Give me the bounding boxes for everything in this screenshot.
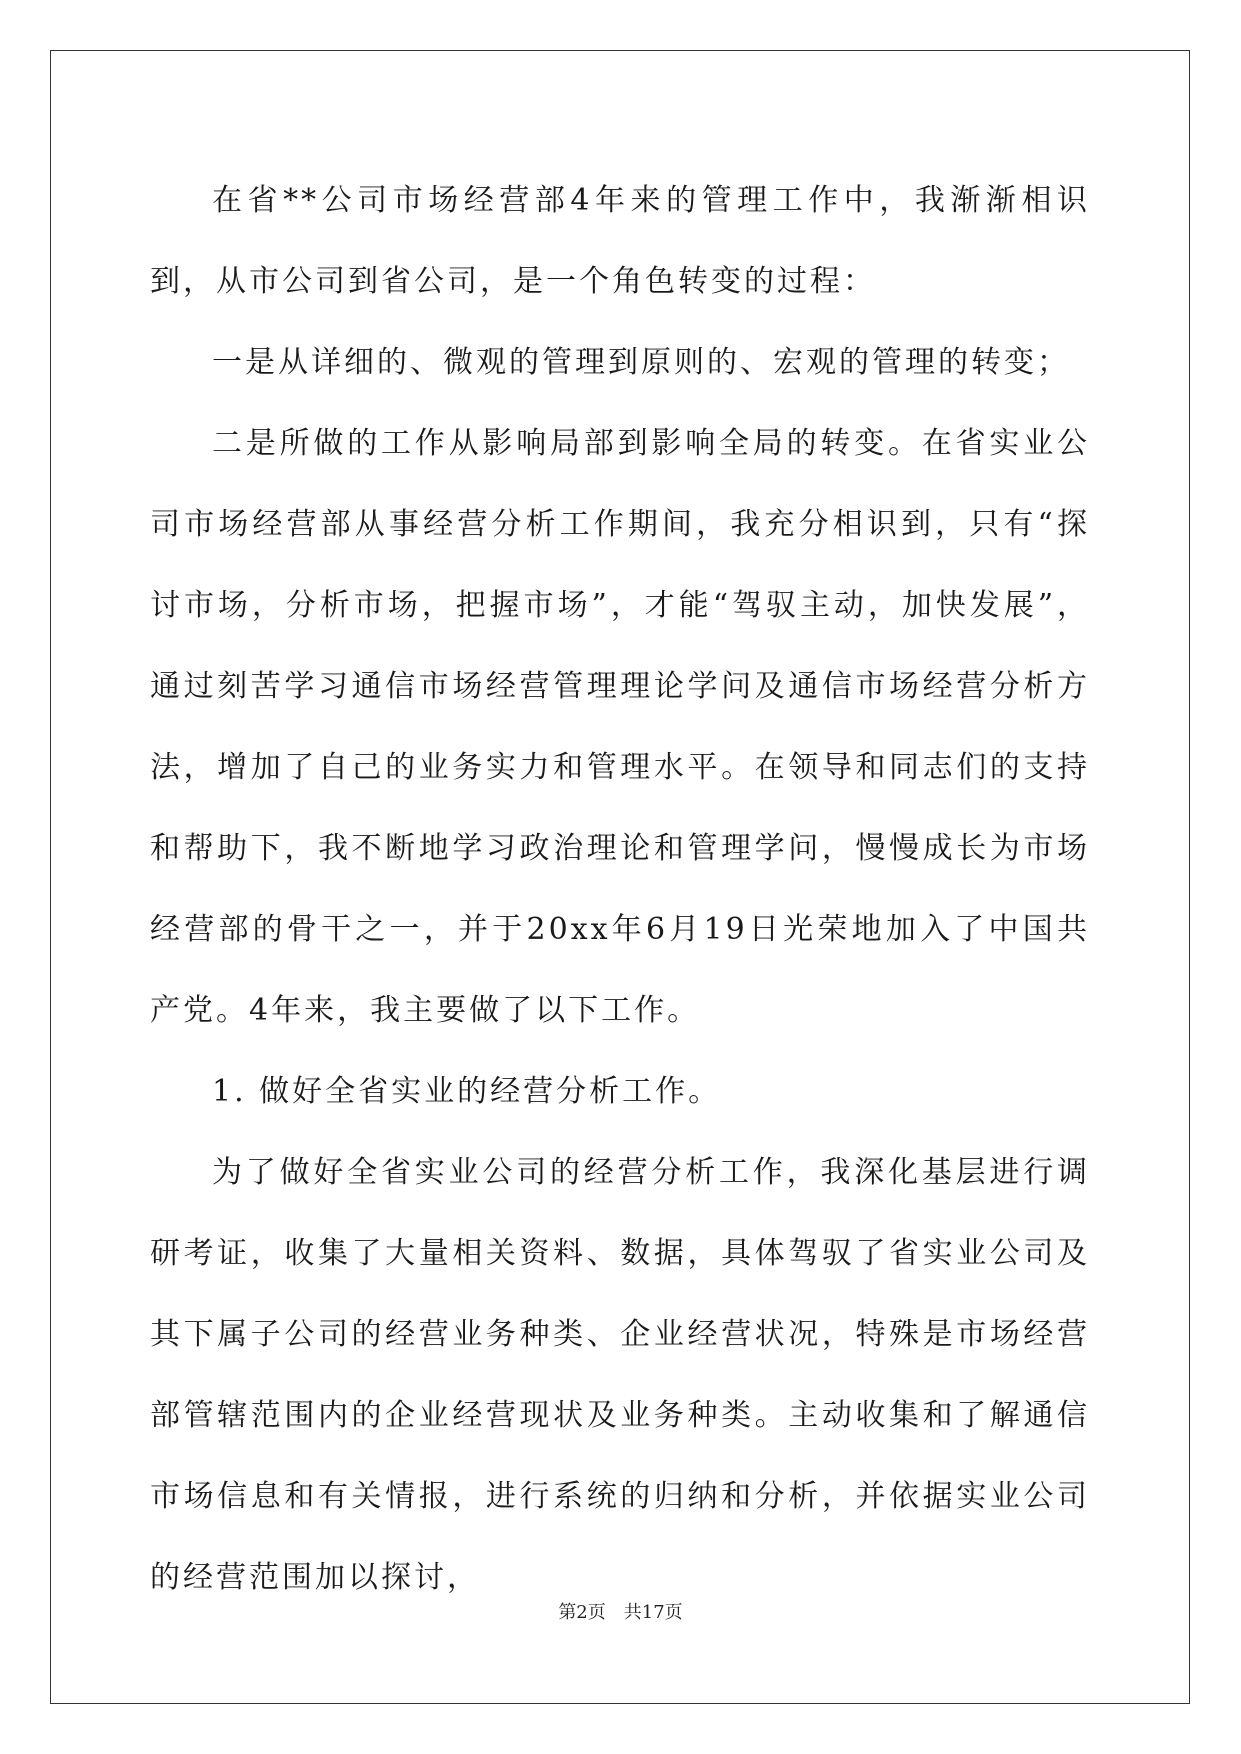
paragraph-2: 一是从详细的、微观的管理到原则的、宏观的管理的转变； (212, 345, 1070, 380)
paragraph-5: 为了做好全省实业公司的经营分析工作，我深化基层进行调研考证，收集了大量相关资料、数据，具体驾驭了省实业公司及其下属子公司的经营业务种类、企业经营状况，特殊是市场经营部管辖范围内的企业经营现状及业务种类。主动收集和了解通信市场信息和有关情报，进行系统的归纳和分析，并依据实业公司的经营范围加以探讨， (150, 1155, 1090, 1595)
page-footer: 第2页 共17页 (558, 1602, 683, 1623)
paragraph-4: 1. 做好全省实业的经营分析工作。 (212, 1074, 722, 1109)
paragraph-1: 在省**公司市场经营部4年来的管理工作中，我渐渐相识到，从市公司到省公司，是一个角色转变的过程： (150, 183, 1090, 299)
paragraph-3: 二是所做的工作从影响局部到影响全局的转变。在省实业公司市场经营部从事经营分析工作期间，我充分相识到，只有“探讨市场，分析市场，把握市场”，才能“驾驭主动，加快发展”，通过刻苦学习通信市场经营管理理论学问及通信市场经营分析方法，增加了自己的业务实力和管理水平。在领导和同志们的支持和帮助下，我不断地学习政治理论和管理学问，慢慢成长为市场经营部的骨干之一，并于20xx年6月19日光荣地加入了中国共产党。4年来，我主要做了以下工作。 (150, 426, 1090, 1028)
document-body (150, 160, 1090, 1618)
